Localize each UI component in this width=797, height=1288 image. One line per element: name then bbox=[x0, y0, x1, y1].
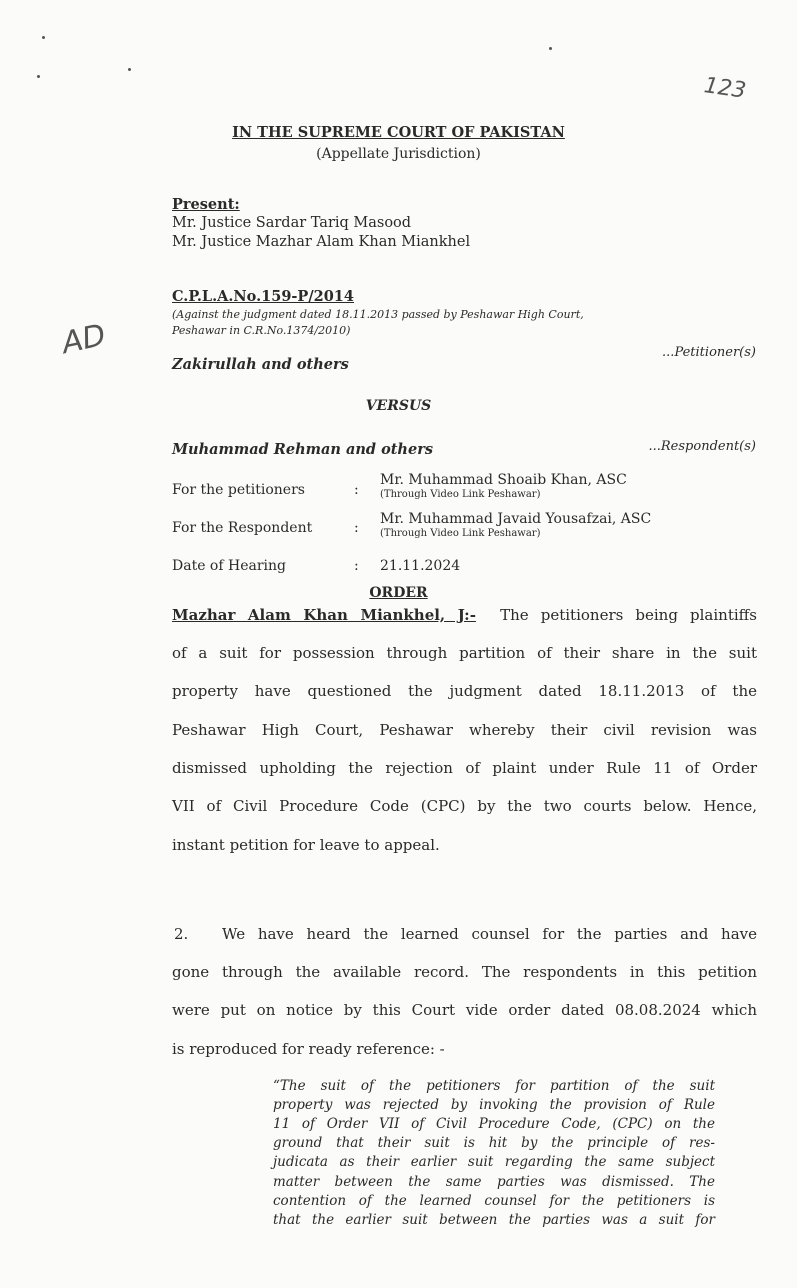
versus: VERSUS bbox=[365, 398, 432, 414]
against-line: Peshawar in C.R.No.1374/2010) bbox=[172, 324, 351, 337]
quote-line: that the earlier suit between the parties was a suit for bbox=[273, 1212, 715, 1228]
jurisdiction: (Appellate Jurisdiction) bbox=[316, 146, 481, 162]
quote-line: judicata as their earlier suit regarding the same subject bbox=[273, 1154, 715, 1170]
body-line: instant petition for leave to appeal. bbox=[172, 836, 440, 854]
body-line: property have questioned the judgment dated 18.11.2013 of the bbox=[172, 682, 757, 700]
body-line: We have heard the learned counsel for the parties and have bbox=[222, 925, 757, 943]
order-author: Mazhar Alam Khan Miankhel, J:- bbox=[172, 606, 476, 624]
separator: : bbox=[354, 520, 359, 536]
scan-speck bbox=[37, 75, 40, 78]
quote-line: 11 of Order VII of Civil Procedure Code, (CPC) on the bbox=[273, 1116, 715, 1132]
handwritten-initials: AD bbox=[58, 317, 109, 362]
body-text: The petitioners being plaintiffs bbox=[500, 606, 757, 624]
para-number: 2. bbox=[174, 925, 189, 943]
court-title: IN THE SUPREME COURT OF PAKISTAN bbox=[232, 124, 565, 141]
respondent-name: Muhammad Rehman and others bbox=[172, 441, 434, 458]
quote-line: ground that their suit is hit by the principle of res- bbox=[273, 1135, 715, 1151]
case-number: C.P.L.A.No.159-P/2014 bbox=[172, 288, 354, 305]
judge-name: Mr. Justice Sardar Tariq Masood bbox=[172, 215, 412, 231]
scan-speck bbox=[42, 36, 45, 39]
appearance-label: For the Respondent bbox=[172, 520, 313, 536]
separator: : bbox=[354, 482, 359, 498]
order-heading: ORDER bbox=[369, 585, 428, 601]
body-line: of a suit for possession through partition of their share in the suit bbox=[172, 644, 757, 662]
appearance-label: Date of Hearing bbox=[172, 558, 286, 574]
petitioner-role: ...Petitioner(s) bbox=[662, 345, 756, 360]
body-line: is reproduced for ready reference: - bbox=[172, 1040, 445, 1058]
quote-line: property was rejected by invoking the provision of Rule bbox=[273, 1097, 715, 1113]
judge-name: Mr. Justice Mazhar Alam Khan Miankhel bbox=[172, 234, 471, 250]
quote-line: “The suit of the petitioners for partition of the suit bbox=[273, 1078, 715, 1094]
body-line: dismissed upholding the rejection of plaint under Rule 11 of Order bbox=[172, 759, 757, 777]
scan-speck bbox=[549, 47, 552, 50]
body-line bbox=[172, 606, 757, 624]
appearance-note: (Through Video Link Peshawar) bbox=[380, 528, 541, 539]
body-line: Peshawar High Court, Peshawar whereby their civil revision was bbox=[172, 721, 757, 739]
quote-line: contention of the learned counsel for the petitioners is bbox=[273, 1193, 715, 1209]
appearance-value: Mr. Muhammad Shoaib Khan, ASC bbox=[380, 472, 627, 488]
appearance-label: For the petitioners bbox=[172, 482, 305, 498]
body-line: were put on notice by this Court vide order dated 08.08.2024 which bbox=[172, 1001, 757, 1019]
appearance-value: Mr. Muhammad Javaid Yousafzai, ASC bbox=[380, 511, 652, 527]
petitioner-name: Zakirullah and others bbox=[172, 356, 349, 373]
appearance-note: (Through Video Link Peshawar) bbox=[380, 489, 541, 500]
body-line: gone through the available record. The respondents in this petition bbox=[172, 963, 757, 981]
against-line: (Against the judgment dated 18.11.2013 passed by Peshawar High Court, bbox=[172, 308, 584, 321]
respondent-role: ...Respondent(s) bbox=[648, 439, 756, 454]
quote-line: matter between the same parties was dismissed. The bbox=[273, 1174, 715, 1190]
scan-speck bbox=[128, 68, 131, 71]
present-label: Present: bbox=[172, 196, 240, 213]
hearing-date: 21.11.2024 bbox=[380, 558, 461, 574]
handwritten-page-number: 123 bbox=[702, 73, 748, 104]
separator: : bbox=[354, 558, 359, 574]
body-line: VII of Civil Procedure Code (CPC) by the two courts below. Hence, bbox=[172, 797, 757, 815]
